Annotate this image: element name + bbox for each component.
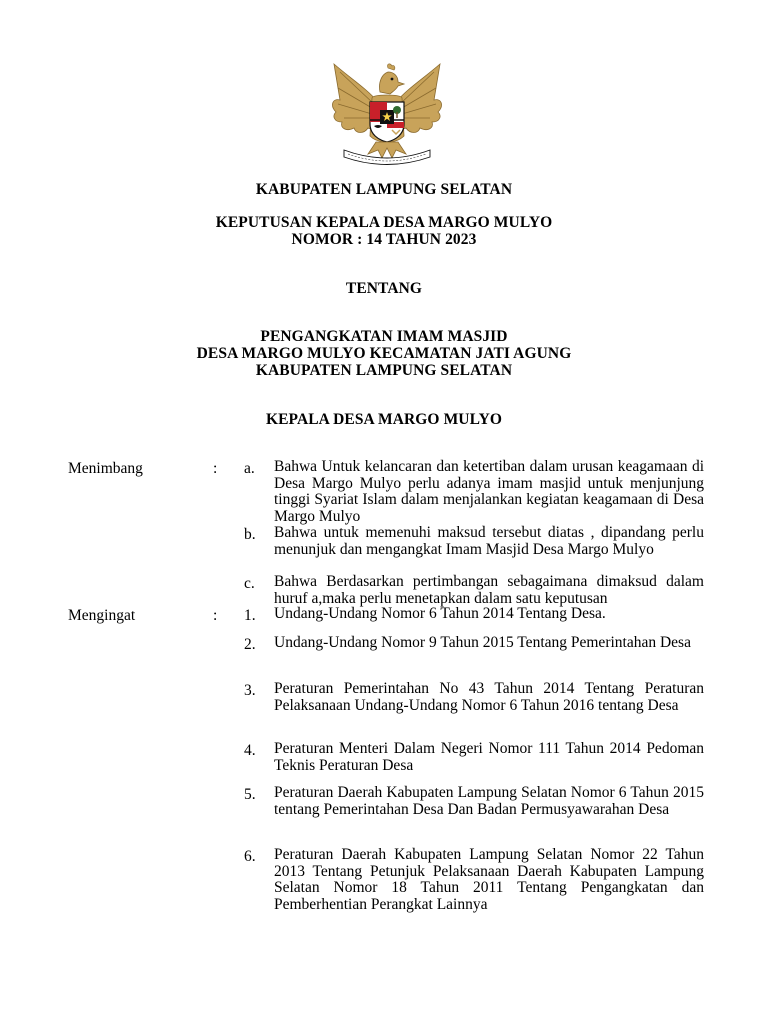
mengingat-item-text: Peraturan Menteri Dalam Negeri Nomor 111 Tahun 2014 Pedoman Teknis Peraturan Desa (274, 740, 704, 774)
menimbang-item-mark: b. (244, 526, 256, 543)
menimbang-item-text: Bahwa untuk memenuhi maksud tersebut diatas , dipandang perlu menunjuk dan mengangkat Imam Masjid Desa Margo Mulyo (274, 524, 704, 558)
mengingat-item-text: Peraturan Daerah Kabupaten Lampung Selatan Nomor 6 Tahun 2015 tentang Pemerintahan Desa Dan Badan Permusyawarahan Desa (274, 784, 704, 818)
menimbang-item-text: Bahwa Untuk kelancaran dan ketertiban dalam urusan keagamaan di Desa Margo Mulyo perlu adanya imam masjid untuk menjunjung tinggi Syariat Islam dalam menjalankan kegiatan keagamaan di Desa Margo Mulyo (274, 458, 704, 525)
issuer-heading: KEPALA DESA MARGO MULYO (265, 411, 503, 428)
decree-number: NOMOR : 14 TAHUN 2023 (291, 231, 477, 248)
shield (370, 102, 404, 142)
subject-line-2: DESA MARGO MULYO KECAMATAN JATI AGUNG (196, 345, 572, 362)
mengingat-item-mark: 4. (244, 742, 256, 759)
mengingat-item-text: Peraturan Pemerintahan No 43 Tahun 2014 Tentang Peraturan Pelaksanaan Undang-Undang Nomor 6 Tahun 2016 tentang Desa (274, 680, 704, 714)
regency-heading: KABUPATEN LAMPUNG SELATAN (255, 181, 513, 198)
mengingat-label: Mengingat (68, 607, 136, 624)
menimbang-item-mark: c. (244, 575, 255, 592)
motto-ribbon (344, 150, 430, 165)
tail (368, 142, 406, 158)
subject-line-1: PENGANGKATAN IMAM MASJID (260, 328, 508, 345)
mengingat-item-mark: 1. (244, 607, 256, 624)
mengingat-item-text: Undang-Undang Nomor 9 Tahun 2015 Tentang Pemerintahan Desa (274, 634, 691, 651)
mengingat-item-text: Peraturan Daerah Kabupaten Lampung Selatan Nomor 22 Tahun 2013 Tentang Petunjuk Pelaksanaan Daerah Kabupaten Lampung Selatan Nomor 18 Tahun 2011 Tentang Pengangkatan dan Pemberhentian Perangkat Lainnya (274, 846, 704, 913)
garuda-pancasila-emblem (326, 58, 448, 166)
mengingat-item-mark: 3. (244, 682, 256, 699)
menimbang-colon: : (213, 460, 218, 477)
decree-title: KEPUTUSAN KEPALA DESA MARGO MULYO (215, 214, 553, 231)
mengingat-colon: : (213, 607, 218, 624)
menimbang-item-mark: a. (244, 460, 255, 477)
about-heading: TENTANG (345, 280, 423, 297)
mengingat-item-mark: 6. (244, 848, 256, 865)
menimbang-label: Menimbang (68, 460, 143, 477)
mengingat-item-text: Undang-Undang Nomor 6 Tahun 2014 Tentang Desa. (274, 605, 606, 622)
eagle-head (379, 64, 404, 94)
mengingat-item-mark: 5. (244, 786, 256, 803)
menimbang-item-text: Bahwa Berdasarkan pertimbangan sebagaimana dimaksud dalam huruf a,maka perlu menetapkan dalam satu keputusan (274, 573, 704, 607)
mengingat-item-mark: 2. (244, 636, 256, 653)
subject-line-3: KABUPATEN LAMPUNG SELATAN (255, 362, 513, 379)
